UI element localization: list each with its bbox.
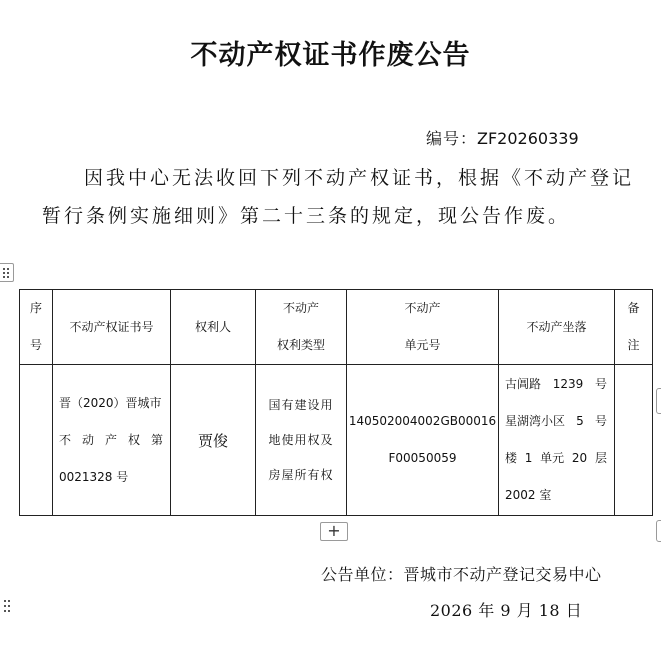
table-header-row — [20, 290, 653, 365]
issuing-unit: 公告单位：晋城市不动产登记交易中心 — [321, 565, 602, 584]
table-resize-handle-lower[interactable] — [656, 520, 661, 542]
header-holder: 权利人 — [171, 290, 256, 365]
notice-date: 2026 年 9 月 18 日 — [430, 601, 583, 620]
body-paragraph-line-1: 因我中心无法收回下列不动产权证书，根据《不动产登记 — [84, 167, 635, 189]
document-number-value: ZF20260339 — [477, 129, 579, 148]
cell-right-type[interactable]: 国有建设用 地使用权及 房屋所有权 — [256, 365, 347, 516]
cell-location[interactable]: 古阊路 1239 号 星湖湾小区 5 号 楼 1 单元 20 层 2002 室 — [499, 365, 615, 516]
header-cert-no: 不动产权证书号 — [53, 290, 171, 365]
header-unit-no: 不动产 单元号 — [347, 290, 499, 365]
header-location: 不动产坐落 — [499, 290, 615, 365]
cell-seq[interactable] — [20, 365, 53, 516]
cell-cert-no[interactable]: 晋（2020）晋城市 不 动 产 权 第 0021328 号 — [53, 365, 171, 516]
cell-holder[interactable]: 贾俊 — [171, 365, 256, 516]
header-note: 备 注 — [615, 290, 653, 365]
table-resize-handle[interactable] — [656, 388, 661, 414]
table-move-handle-icon[interactable] — [0, 263, 14, 282]
cell-note[interactable] — [615, 365, 653, 516]
drag-handle-icon[interactable] — [4, 600, 10, 616]
table-row — [20, 365, 653, 516]
header-right-type: 不动产 权利类型 — [256, 290, 347, 365]
cell-unit-no[interactable]: 140502004002GB00016 F00050059 — [347, 365, 499, 516]
document-number-label: 编号： — [426, 129, 478, 148]
header-seq: 序 号 — [20, 290, 53, 365]
document-number — [426, 126, 579, 149]
void-certificate-table — [19, 289, 653, 516]
page-title: 不动产权证书作废公告 — [190, 40, 471, 71]
body-paragraph-line-2: 暂行条例实施细则》第二十三条的规定，现公告作废。 — [42, 205, 571, 227]
add-row-button[interactable]: + — [320, 522, 348, 541]
